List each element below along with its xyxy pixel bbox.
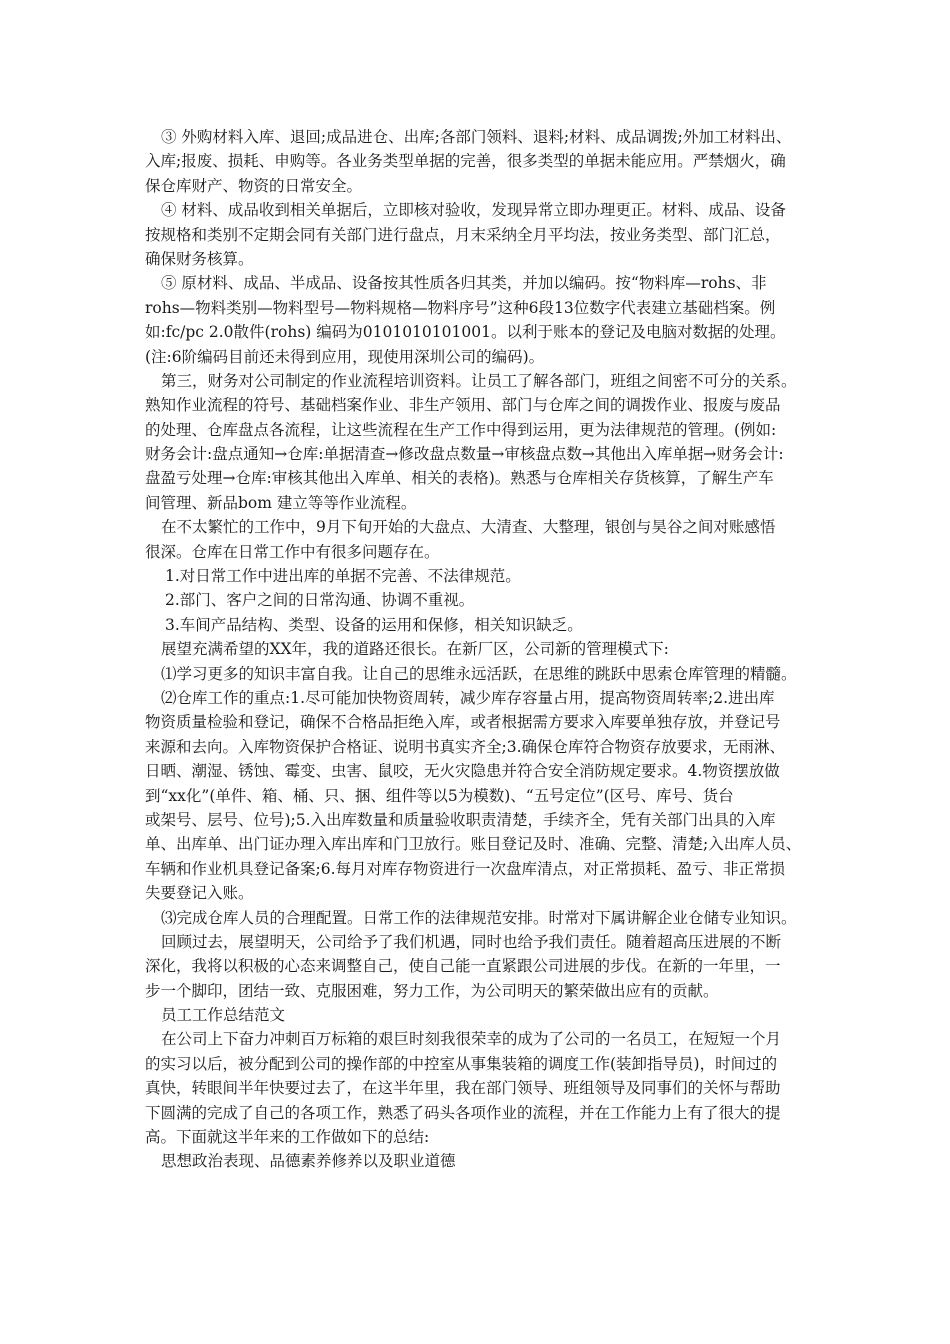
list-item: 3.车间产品结构、类型、设备的运用和保修，相关知识缺乏。 [165,615,583,634]
text-line: 财务会计:盘点通知→仓库:单据清查→修改盘点数量→审核盘点数→其他出入库单据→财务会计: [145,445,784,464]
text-line: 到“xx化”(单件、箱、桶、只、捆、组件等以5为模数)、“五号定位”(区号、库号、货台 [145,786,734,805]
text-line: 保仓库财产、物资的日常安全。 [145,176,363,195]
text-line: 确保财务核算。 [145,249,254,268]
text-line: ⑴学习更多的知识丰富自我。让自己的思维永远活跃，在思维的跳跃中思索仓库管理的精髓。 [161,664,797,683]
text-line: 真快，转眼间半年快要过去了，在这半年里，我在部门领导、班组领导及同事们的关怀与帮助 [145,1079,781,1098]
text-line: 按规格和类别不定期会同有关部门进行盘点，月末采纳全月平均法，按业务类型、部门汇总， [145,225,781,244]
text-line: 在公司上下奋力冲刺百万标箱的艰巨时刻我很荣幸的成为了公司的一名员工，在短短一个月 [161,1030,782,1049]
text-line: 物资质量检验和登记，确保不合格品拒绝入库，或者根据需方要求入库要单独存放，并登记号 [145,713,781,732]
text-line: ③ 外购材料入库、退回;成品进仓、出库;各部门领料、退料;材料、成品调拨;外加工材料出、 [161,128,792,146]
text-line: 很深。仓库在日常工作中有很多问题存在。 [145,542,440,561]
list-item: 1.对日常工作中进出库的单据不完善、不法律规范。 [165,567,521,586]
text-line: ⑤ 原材料、成品、半成品、设备按其性质各归其类，并加以编码。按“物料库—rohs、非 [161,274,767,293]
text-line: 日晒、潮湿、锈蚀、霉变、虫害、鼠咬，无火灾隐患并符合安全消防规定要求。4.物资摆放做 [145,762,780,781]
text-line: ④ 材料、成品收到相关单据后，立即核对验收，发现异常立即办理更正。材料、成品、设备 [161,201,786,220]
text-line: 展望充满希望的XX年，我的道路还很长。在新厂区，公司新的管理模式下: [161,640,669,659]
text-line: rohs—物料类别—物料型号—物料规格—物料序号”这种6段13位数字代表建立基础档案。例 [145,298,776,317]
text-line: 的实习以后，被分配到公司的操作部的中控室从事集装箱的调度工作(装卸指导员)，时间过的 [145,1054,778,1073]
text-line: 入库;报废、损耗、申购等。各业务类型单据的完善，很多类型的单据未能应用。严禁烟火，确 [145,152,786,171]
text-line: 单、出库单、出门证办理入库出库和门卫放行。账目登记及时、准确、完整、清楚;入出库人员、 [145,835,802,854]
text-line: 高。下面就这半年来的工作做如下的总结: [145,1128,430,1147]
text-line: 在不太繁忙的工作中，9月下旬开始的大盘点、大清查、大整理，银创与昊谷之间对账感悟 [161,518,776,537]
text-line: 失要登记入账。 [145,884,254,903]
text-line: 车辆和作业机具登记备案;6.每月对库存物资进行一次盘库清点，对正常损耗、盈亏、非正常损 [145,859,786,878]
text-line: ⑶完成仓库人员的合理配置。日常工作的法律规范安排。时常对下属讲解企业仓储专业知识。 [161,908,797,927]
text-line: (注:6阶编码目前还未得到应用，现使用深圳公司的编码)。 [145,347,545,366]
text-line: ⑵仓库工作的重点:1.尽可能加快物资周转，减少库存容量占用，提高物资周转率;2.进出库 [161,688,775,707]
section-heading: 思想政治表现、品德素养修养以及职业道德 [161,1152,456,1171]
text-line: 深化，我将以积极的心态来调整自己，使自己能一直紧跟公司进展的步伐。在新的一年里，一 [145,957,781,976]
document-page [145,125,825,1174]
text-line: 盘盈亏处理→仓库:审核其他出入库单、相关的表格)。熟悉与仓库相关存货核算，了解生产车 [145,469,774,488]
list-item: 2.部门、客户之间的日常沟通、协调不重视。 [165,591,475,610]
text-line: 步一个脚印，团结一致、克服困难，努力工作，为公司明天的繁荣做出应有的贡献。 [145,981,719,1000]
text-line: 的处理、仓库盘点各流程，让这些流程在生产工作中得到运用，更为法律规范的管理。(例如: [145,420,777,439]
text-line: 回顾过去，展望明天，公司给予了我们机遇，同时也给予我们责任。随着超高压进展的不断 [161,932,782,951]
section-heading: 员工工作总结范文 [161,1006,286,1025]
text-line: 熟知作业流程的符号、基础档案作业、非生产领用、部门与仓库之间的调拨作业、报废与废品 [145,396,781,415]
text-line: 第三，财务对公司制定的作业流程培训资料。让员工了解各部门，班组之间密不可分的关系。 [161,371,797,390]
text-line: 或架号、层号、位号);5.入出库数量和质量验收职责清楚，手续齐全，凭有关部门出具的入库 [145,810,776,829]
text-line: 下圆满的完成了自己的各项工作，熟悉了码头各项作业的流程，并在工作能力上有了很大的提 [145,1103,781,1122]
text-line: 如:fc/pc 2.0散件(rohs) 编码为0101010101001。以利于账本的登记及电脑对数据的处理。 [145,323,786,342]
text-line: 间管理、新品bom 建立等等作业流程。 [145,493,417,512]
text-line: 来源和去向。入库物资保护合格证、说明书真实齐全;3.确保仓库符合物资存放要求，无雨淋、 [145,737,786,756]
